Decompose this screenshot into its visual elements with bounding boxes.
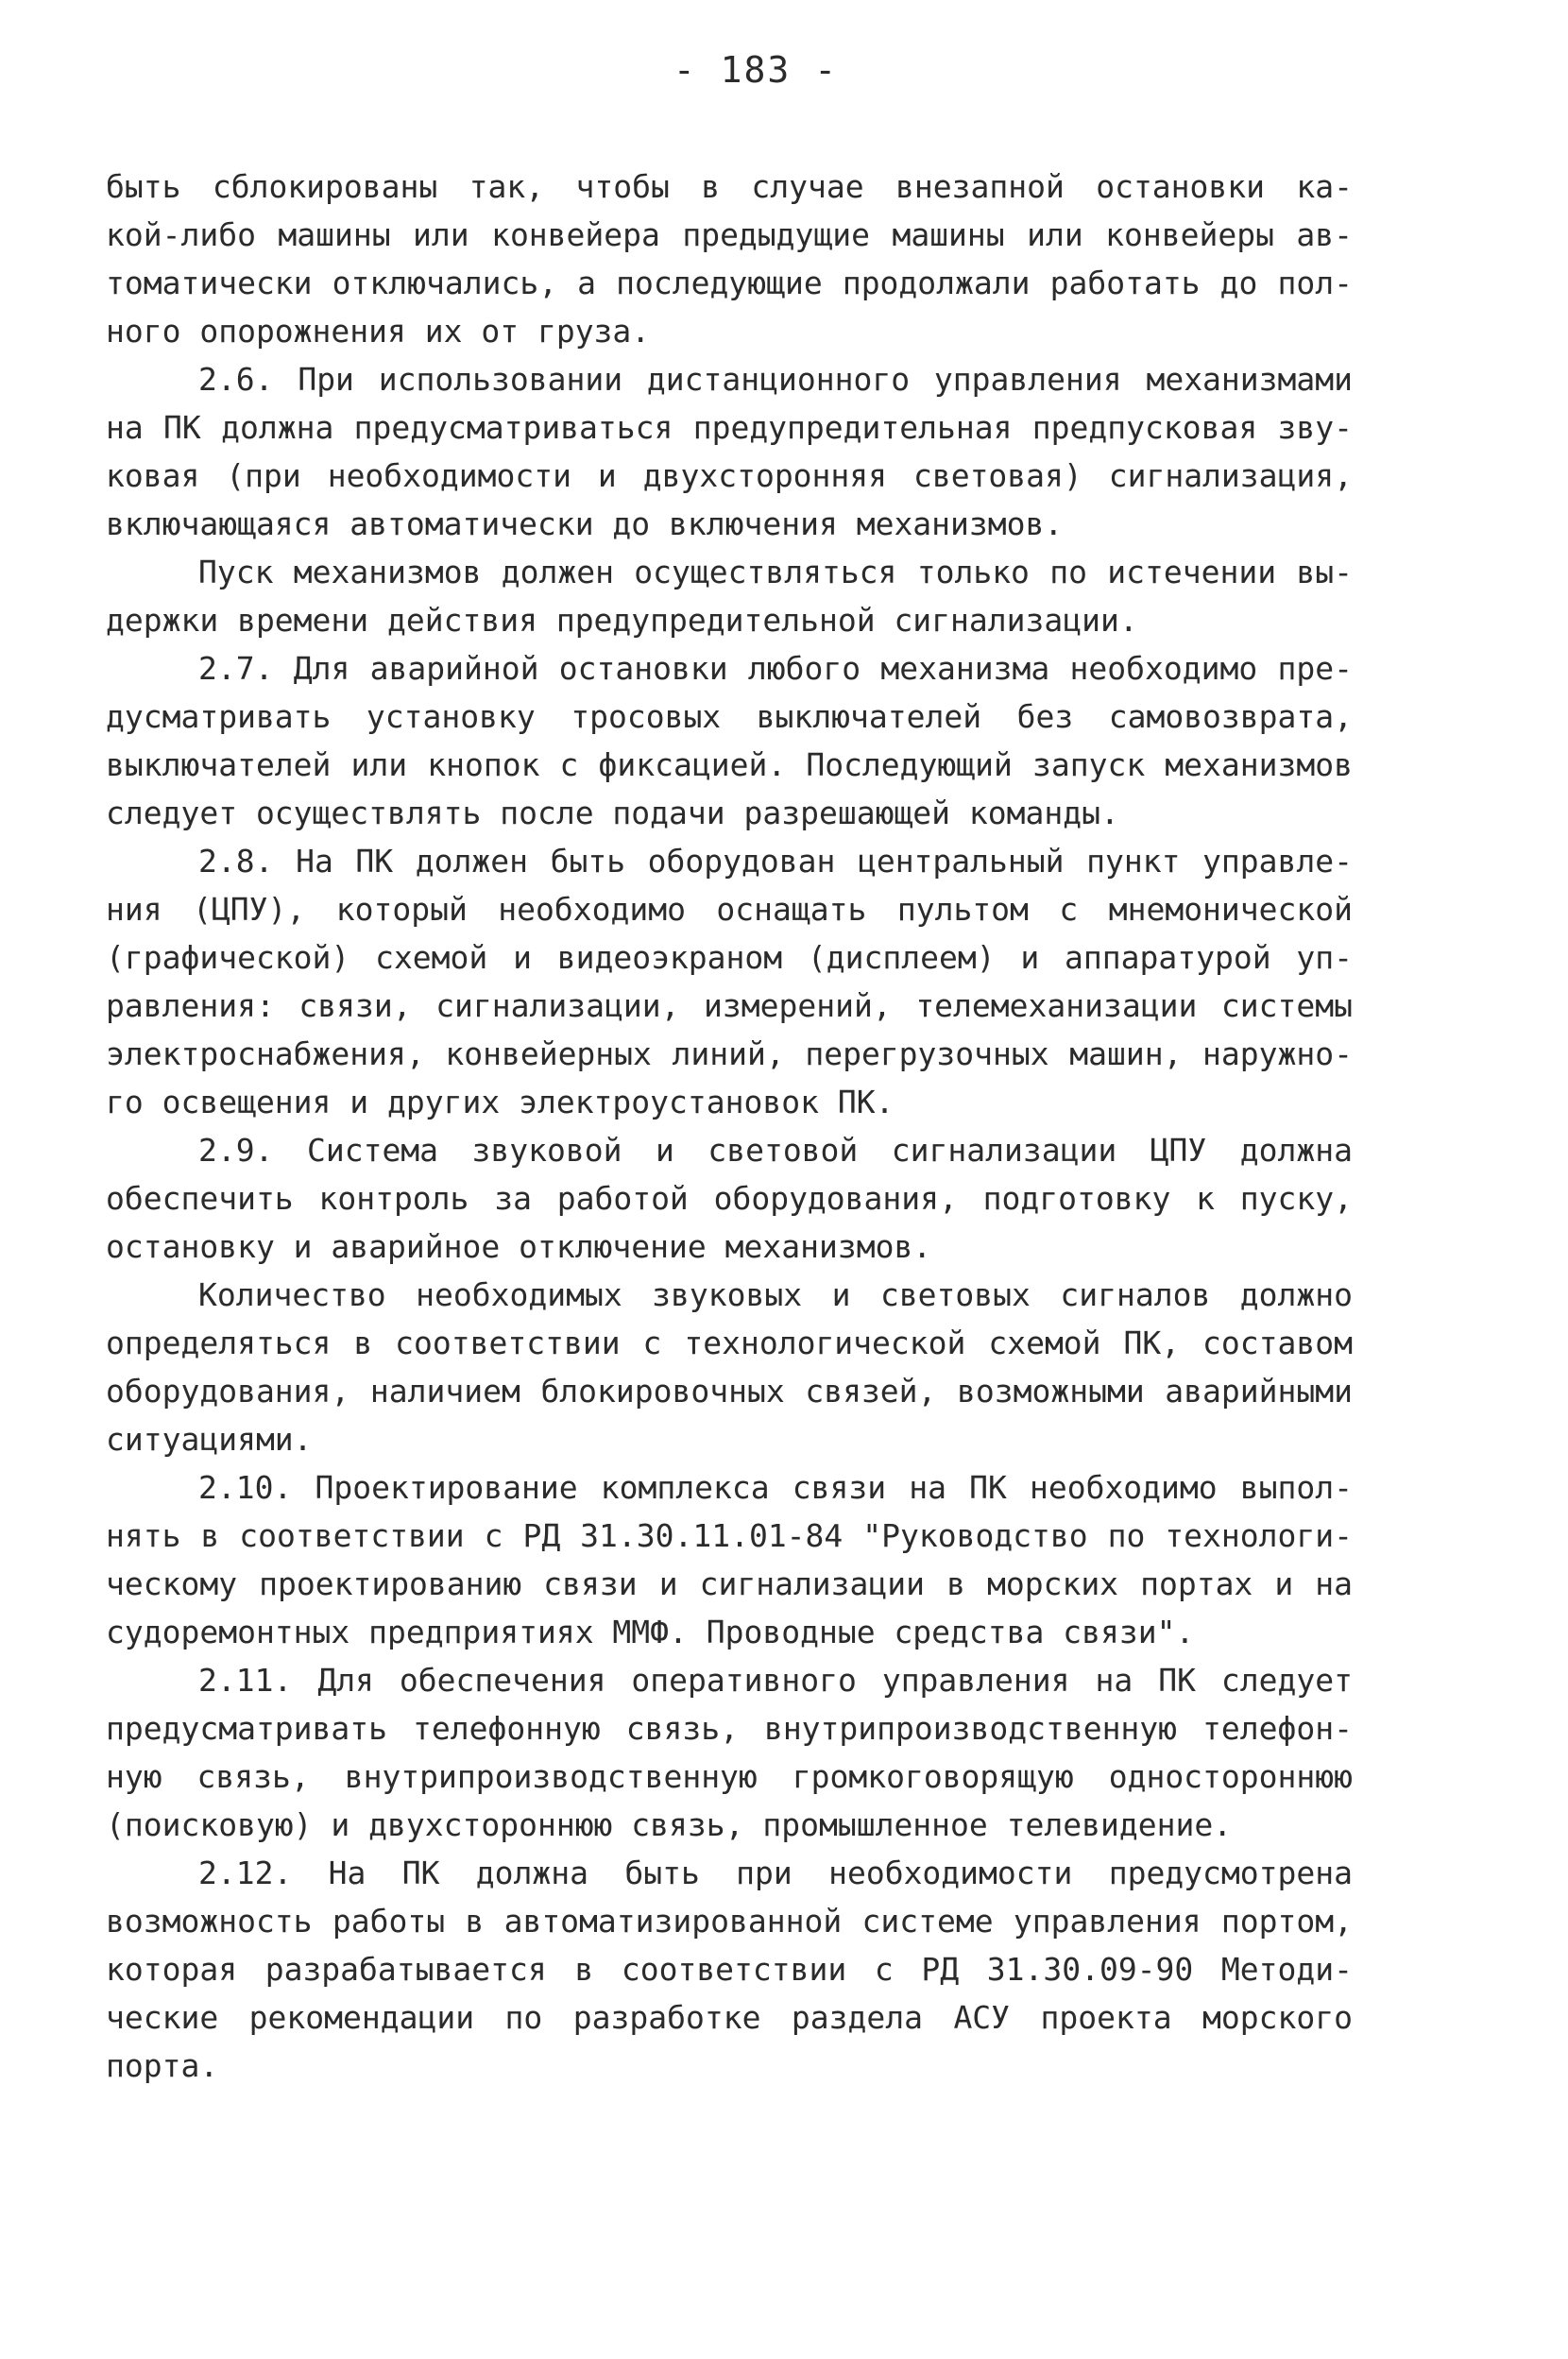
text-line: ческие рекомендации по разработке раздела АСУ проекта морского — [106, 1999, 1353, 2036]
text-line: ческому проектированию связи и сигнализации в морских портах и на — [106, 1565, 1353, 1602]
paragraph — [106, 1126, 1353, 1271]
paragraph — [106, 1271, 1353, 1463]
text-line: ковая (при необходимости и двухсторонняя световая) сигнализация, — [106, 457, 1353, 494]
paragraph — [106, 644, 1353, 837]
text-line: (графической) схемой и видеоэкраном (дисплеем) и аппаратурой уп- — [106, 939, 1353, 976]
paragraph — [106, 162, 1353, 355]
paragraph — [106, 548, 1353, 644]
text-line: 2.10. Проектирование комплекса связи на ПК необходимо выпол- — [198, 1469, 1353, 1506]
paragraph — [106, 1656, 1353, 1849]
body-text — [106, 162, 1353, 2090]
text-line: Пуск механизмов должен осуществляться только по истечении вы- — [198, 554, 1353, 590]
text-line: включающаяся автоматически до включения механизмов. — [106, 505, 1064, 542]
text-line: томатически отключались, а последующие продолжали работать до пол- — [106, 265, 1353, 301]
text-line: 2.11. Для обеспечения оперативного управления на ПК следует — [198, 1662, 1353, 1699]
paragraph — [106, 1849, 1353, 2090]
text-line: возможность работы в автоматизированной системе управления портом, — [106, 1903, 1353, 1940]
text-line: (поисковую) и двухстороннюю связь, промышленное телевидение. — [106, 1806, 1233, 1843]
text-line: обеспечить контроль за работой оборудования, подготовку к пуску, — [106, 1180, 1353, 1217]
text-line: 2.9. Система звуковой и световой сигнализации ЦПУ должна — [198, 1132, 1353, 1169]
text-line: которая разрабатывается в соответствии с РД 31.30.09-90 Методи- — [106, 1951, 1353, 1988]
text-line: Количество необходимых звуковых и световых сигналов должно — [198, 1276, 1353, 1313]
text-line: остановку и аварийное отключение механизмов. — [106, 1228, 932, 1265]
text-line: равления: связи, сигнализации, измерений, телемеханизации системы — [106, 987, 1353, 1024]
text-line: ного опорожнения их от груза. — [106, 313, 651, 350]
paragraph — [106, 837, 1353, 1126]
paragraph — [106, 1463, 1353, 1656]
text-line: быть сблокированы так, чтобы в случае внезапной остановки ка- — [106, 168, 1353, 205]
text-line: 2.8. На ПК должен быть оборудован центральный пункт управле- — [198, 843, 1353, 880]
text-line: следует осуществлять после подачи разрешающей команды. — [106, 795, 1119, 831]
text-line: на ПК должна предусматриваться предупредительная предпусковая зву- — [106, 409, 1353, 446]
text-line: определяться в соответствии с технологической схемой ПК, составом — [106, 1325, 1353, 1361]
text-line: судоремонтных предприятиях ММФ. Проводные средства связи". — [106, 1614, 1195, 1650]
text-line: 2.7. Для аварийной остановки любого механизма необходимо пре- — [198, 650, 1353, 687]
text-line: 2.6. При использовании дистанционного управления механизмами — [198, 361, 1353, 398]
text-line: го освещения и других электроустановок ПК. — [106, 1084, 895, 1120]
text-line: электроснабжения, конвейерных линий, перегрузочных машин, наружно- — [106, 1035, 1353, 1072]
text-line: дусматривать установку тросовых выключателей без самовозврата, — [106, 698, 1353, 735]
text-line: 2.12. На ПК должна быть при необходимости предусмотрена — [198, 1855, 1353, 1891]
text-line: ситуациями. — [106, 1421, 313, 1458]
text-line: ную связь, внутрипроизводственную громкоговорящую одностороннюю — [106, 1758, 1353, 1795]
paragraph — [106, 355, 1353, 548]
text-line: предусматривать телефонную связь, внутрипроизводственную телефон- — [106, 1710, 1353, 1747]
text-line: держки времени действия предупредительной сигнализации. — [106, 602, 1138, 639]
text-line: оборудования, наличием блокировочных связей, возможными аварийными — [106, 1373, 1353, 1410]
text-line: нять в соответствии с РД 31.30.11.01-84 "Руководство по технологи- — [106, 1517, 1353, 1554]
text-line: кой-либо машины или конвейера предыдущие машины или конвейеры ав- — [106, 216, 1353, 253]
text-line: выключателей или кнопок с фиксацией. Последующий запуск механизмов — [106, 746, 1353, 783]
page-number: - 183 - — [673, 49, 839, 91]
text-line: порта. — [106, 2047, 219, 2084]
text-line: ния (ЦПУ), который необходимо оснащать пультом с мнемонической — [106, 891, 1353, 928]
